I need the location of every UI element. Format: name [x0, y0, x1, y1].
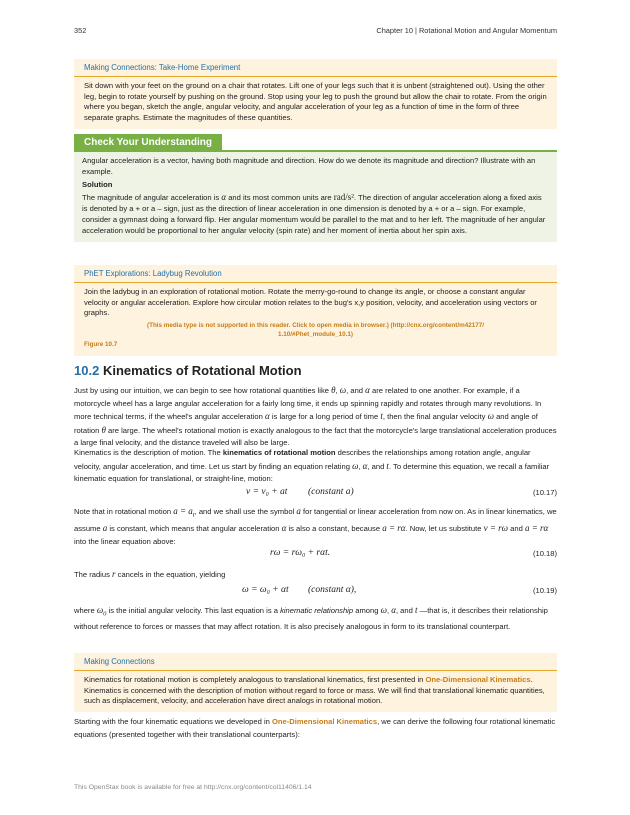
check-understanding-box: [74, 134, 557, 242]
solution-label: Solution: [82, 179, 113, 189]
paragraph-relationship: where $\omega_0$ is the initial angular velocity. This last equation is a kinematic relationship among ω, α, and t —that is, it describes their relationship without reference to forces or masses that may affect rotation. It is also precisely analogous in form to its translational counterpart.: [74, 605, 548, 632]
page-number: 352: [74, 26, 87, 35]
phet-title[interactable]: PhET Explorations: Ladybug Revolution: [74, 265, 557, 283]
units: rad/s²: [333, 192, 354, 203]
paragraph-intuition: Just by using our intuition, we can begin to see how rotational quantities like θ, ω, and α are related to one another. For example, if a motorcycle wheel has a large angular acceleration for a fairly long time, it ends up spinning rapidly and rotates through many revolutions. In more technical terms, if the wheel's angular acceleration α is large for a long period of time t, then the final angular velocity ω and angle of rotation θ are large. The wheel's rotational motion is exactly analogous to the fact that the motorcycle's large translational acceleration produces a large final velocity, and the distance traveled will also be large.: [74, 385, 557, 448]
equation-10-19: ω = ω₀ + αt (constant α), (10.19): [242, 585, 557, 595]
paragraph-kinematics: Kinematics is the description of motion. The kinematics of rotational motion describes the relationships among rotation angle, angular velocity, angular acceleration, and time. Let us start by finding an equation relating ω, α, and t. To determine this equation, we recall a familiar kinematic equation for translational, or straight-line, motion:: [74, 448, 550, 484]
paragraph-substitution: Note that in rotational motion $a = a_t$, and we shall use the symbol a for tangential or linear acceleration from now on. As in linear kinematics, we assume a is constant, which means that angular acceleration α is also a constant, because a = rα. Now, let us substitute v = rω and a = rα into the linear equation above:: [74, 506, 557, 546]
check-question: Angular acceleration is a vector, having both magnitude and direction. How do we denote its magnitude and direction? Illustrate with an example.: [82, 156, 536, 176]
paragraph-radius: The radius r cancels in the equation, yielding: [74, 569, 226, 579]
solution-text: The magnitude of angular acceleration is α and its most common units are rad/s². The direction of angular acceleration along a fixed axis is denoted by a + or a – sign, just as the direction of linear acceleration in one dimension is denoted by a + or a – sign. For example, consider a gymnast doing a forward flip. Her angular momentum would be parallel to the mat and to her left. The magnitude of her angular acceleration would be proportional to her angular velocity (spin rate) and her moment of inertia about her spin axis.: [82, 192, 546, 235]
paragraph-four-equations: Starting with the four kinematic equations we developed in One-Dimensional Kinematics, we can derive the following four rotational kinematic equations (presented together with their translational counterparts):: [74, 717, 556, 739]
take-home-body: Sit down with your feet on the ground on a chair that rotates. Lift one of your legs such that it is unbent (straightened out). Using the other leg, begin to rotate yourself by pushing on the ground. Stop using your leg to push the ground but allow the chair to rotate. From the origin where you began, sketch the angle, angular velocity, and angular acceleration of your leg as a function of time in the form of three separate graphs. Estimate the magnitudes of these quantities.: [84, 80, 547, 123]
phet-body: Join the ladybug in an exploration of rotational motion. Rotate the merry-go-round to change its angle, or choose a constant angular velocity or angular acceleration. Explore how circular motion relates to the bug's x,y position, velocity, and acceleration using vectors or graphs.: [84, 286, 537, 318]
page-footer: This OpenStax book is available for free at http://cnx.org/content/col11406/1.14: [74, 784, 312, 791]
making-connections-body: Kinematics for rotational motion is completely analogous to translational kinematics, first presented in One-Dimensional Kinematics. Kinematics is concerned with the description of motion without regard to force or mass. We will find that translational kinematic quantities, such as displacement, velocity, and acceleration have direct analogs in rotational motion.: [84, 674, 545, 706]
figure-label: Figure 10.7: [84, 341, 118, 348]
take-home-box: [74, 59, 557, 129]
making-connections-title: Making Connections: [74, 653, 557, 671]
media-link[interactable]: (This media type is not supported in this reader. Click to open media in browser.) (http://cnx.org/content/m42177/ 1.10/#Phet_module_10.1): [147, 322, 484, 338]
one-dimensional-kinematics-link[interactable]: One-Dimensional Kinematics: [425, 674, 531, 684]
check-understanding-title: Check Your Understanding: [74, 134, 222, 151]
section-title-text: Kinematics of Rotational Motion: [102, 363, 302, 378]
chapter-title: Chapter 10 | Rotational Motion and Angular Momentum: [376, 26, 557, 35]
section-title: [74, 363, 302, 378]
equation-number: (10.17): [532, 488, 557, 497]
section-number: 10.2: [74, 363, 100, 378]
phet-box: [74, 265, 557, 356]
equation-10-17: v = v₀ + at (constant a) (10.17): [246, 487, 557, 497]
making-connections-box: [74, 653, 557, 712]
one-dimensional-kinematics-link[interactable]: One-Dimensional Kinematics: [272, 717, 378, 726]
equation-number: (10.18): [532, 549, 557, 558]
take-home-title: Making Connections: Take-Home Experiment: [74, 59, 557, 77]
equation-number: (10.19): [532, 586, 557, 595]
equation-10-18: rω = rω₀ + rαt. (10.18): [270, 548, 557, 558]
